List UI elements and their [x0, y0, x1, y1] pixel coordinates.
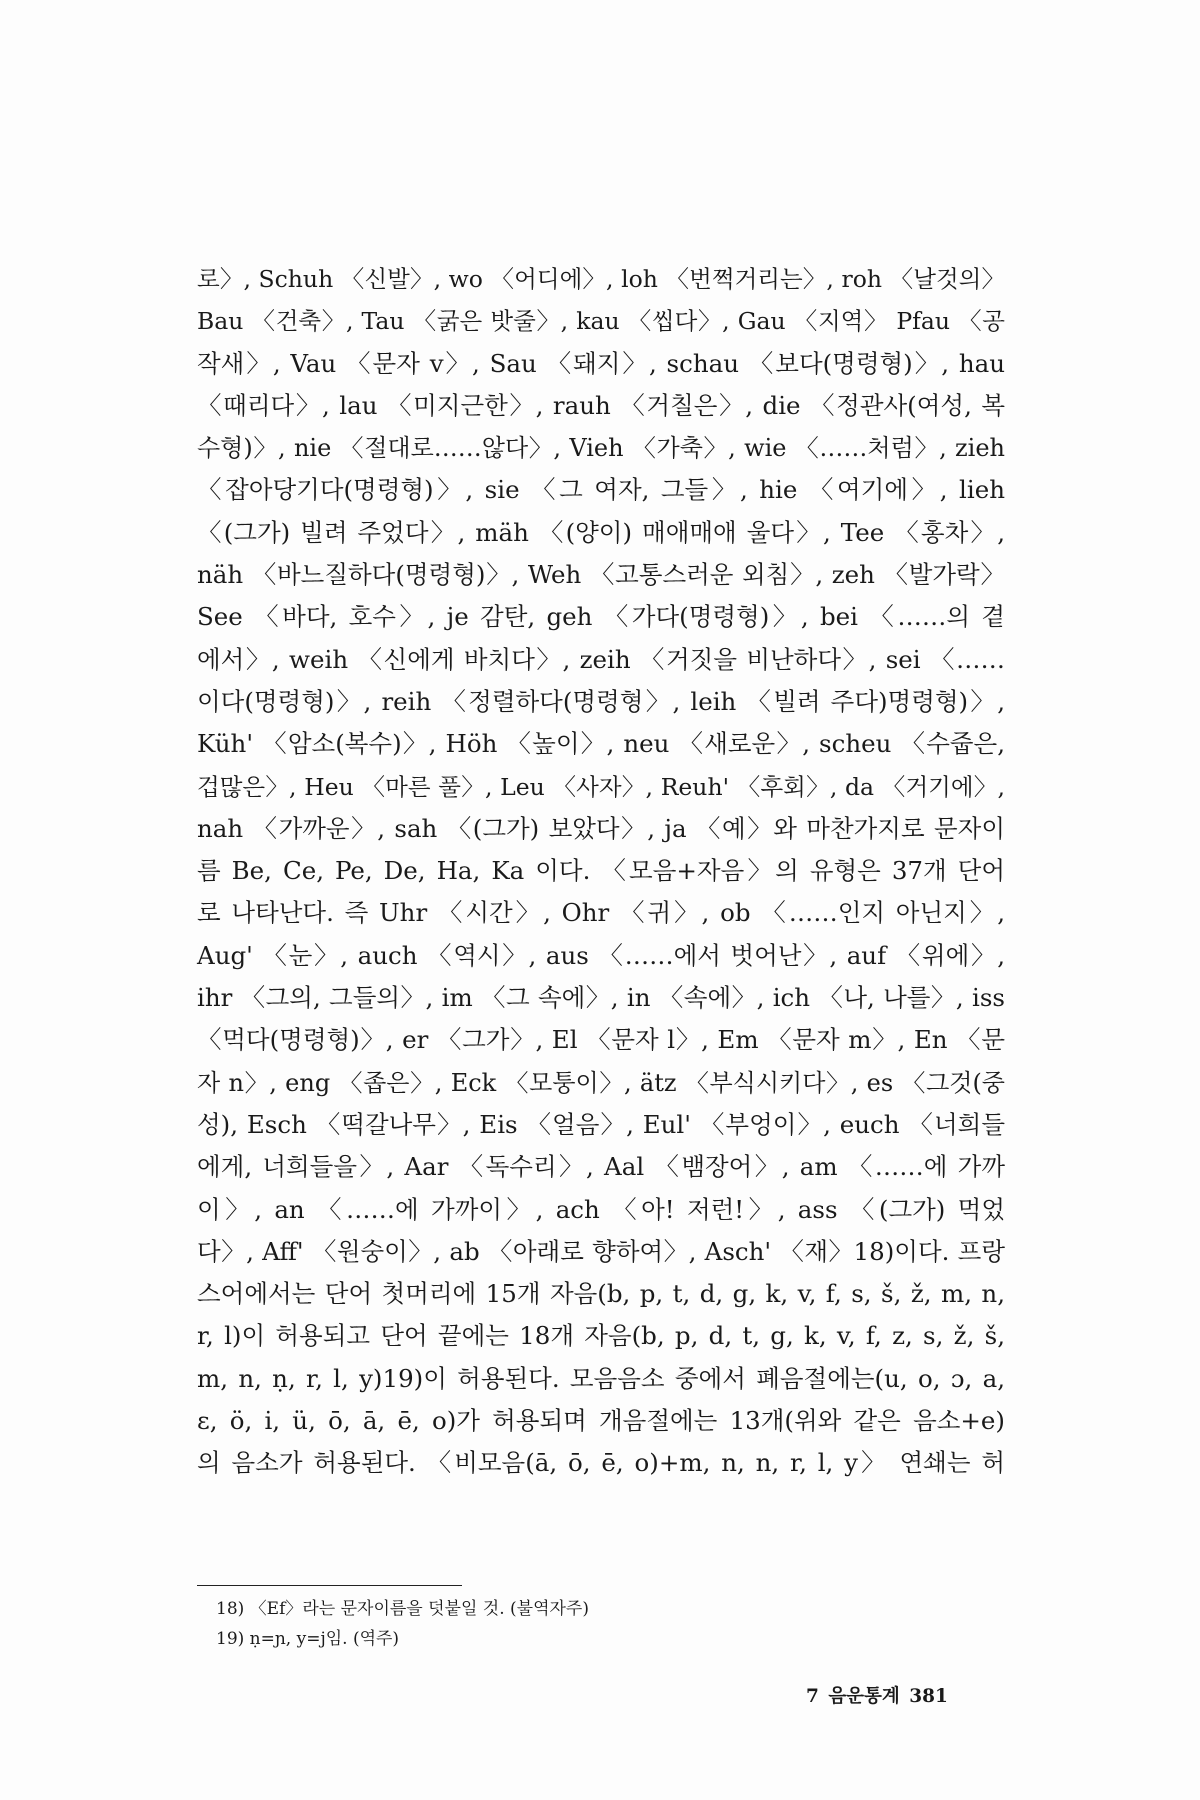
text-line: 이〉, an 〈……에 가까이〉, ach 〈아! 저런!〉, ass 〈(그가) 먹었	[197, 1194, 1005, 1224]
footnotes	[216, 1594, 916, 1654]
text-line: 로 나타난다. 즉 Uhr 〈시간〉, Ohr 〈귀〉, ob 〈……인지 아닌지〉,	[197, 898, 1005, 928]
text-line: 〈먹다(명령형)〉, er 〈그가〉, El 〈문자 l〉, Em 〈문자 m〉, En 〈문	[197, 1025, 1005, 1055]
text-line: 에서〉, weih 〈신에게 바치다〉, zeih 〈거짓을 비난하다〉, sei 〈……	[197, 644, 1005, 674]
text-line: m, n, ṇ, r, l, y)19)이 허용된다. 모음음소 중에서 폐음절에는(u, o, ɔ, a,	[197, 1363, 1005, 1393]
text-line: 의 음소가 허용된다. 〈비모음(ā, ō, ē, o)+m, n, n, r, l, y〉 연쇄는 허	[197, 1448, 1005, 1478]
text-line: 작새〉, Vau 〈문자 v〉, Sau 〈돼지〉, schau 〈보다(명령형)〉, hau	[197, 348, 1005, 378]
footnote-19: 19) ṇ=ɲ, y=j임. (역주)	[216, 1629, 400, 1649]
text-line: 자 n〉, eng 〈좁은〉, Eck 〈모퉁이〉, ätz 〈부식시키다〉, es 〈그것(중	[197, 1068, 1005, 1097]
page-number: 381	[909, 1686, 948, 1707]
text-line: 〈(그가) 빌려 주었다〉, mäh 〈(양이) 매애매애 울다〉, Tee 〈홍차〉,	[197, 517, 1005, 547]
footnote-divider	[197, 1585, 462, 1586]
text-line: 에게, 너희들을〉, Aar 〈독수리〉, Aal 〈뱀장어〉, am 〈……에 가까	[197, 1152, 1005, 1182]
text-line: 로〉, Schuh 〈신발〉, wo 〈어디에〉, loh 〈번쩍거리는〉, roh 〈날것의〉	[197, 265, 1005, 293]
text-line: r, l)이 허용되고 단어 끝에는 18개 자음(b, p, d, t, g, k, v, f, z, s, ž, š,	[197, 1321, 1005, 1351]
chapter-title: 7 음운통계	[806, 1686, 900, 1707]
text-line: See 〈바다, 호수〉, je 감탄, geh 〈가다(명령형)〉, bei 〈……의 곁	[197, 602, 1005, 632]
text-line: ihr 〈그의, 그들의〉, im 〈그 속에〉, in 〈속에〉, ich 〈나, 나를〉, iss	[197, 983, 1005, 1013]
text-line: Küh' 〈암소(복수)〉, Höh 〈높이〉, neu 〈새로운〉, scheu 〈수줍은,	[197, 729, 1005, 759]
text-line: 성), Esch 〈떡갈나무〉, Eis 〈얼음〉, Eul' 〈부엉이〉, euch 〈너희들	[197, 1109, 1005, 1139]
text-line: 다〉, Aff' 〈원숭이〉, ab 〈아래로 향하여〉, Asch' 〈재〉18)이다. 프랑	[197, 1236, 1005, 1266]
text-line: näh 〈바느질하다(명령형)〉, Weh 〈고통스러운 외침〉, zeh 〈발가락〉	[197, 560, 1005, 590]
text-line: ɛ, ö, i, ü, ō, ā, ē, o)가 허용되며 개음절에는 13개(위와 같은 음소+e)	[197, 1406, 1005, 1436]
text-line: 〈때리다〉, lau 〈미지근한〉, rauh 〈거칠은〉, die 〈정관사(여성, 복	[197, 390, 1005, 420]
text-line: Bau 〈건축〉, Tau 〈굵은 밧줄〉, kau 〈씹다〉, Gau 〈지역〉 Pfau 〈공	[197, 307, 1005, 336]
footnote-18: 18) 〈Ef〉라는 문자이름을 덧붙일 것. (불역자주)	[216, 1599, 589, 1619]
page-footer	[806, 1682, 948, 1708]
text-line: nah 〈가까운〉, sah 〈(그가) 보았다〉, ja 〈예〉와 마찬가지로 문자이	[197, 813, 1005, 843]
text-line: Aug' 〈눈〉, auch 〈역시〉, aus 〈……에서 벗어난〉, auf 〈위에〉,	[197, 940, 1005, 970]
text-line: 름 Be, Ce, Pe, De, Ha, Ka 이다. 〈모음+자음〉의 유형은 37개 단어	[197, 856, 1005, 886]
text-line: 〈잡아당기다(명령형)〉, sie 〈그 여자, 그들〉, hie 〈여기에〉, lieh	[197, 475, 1005, 505]
body-text	[197, 258, 1005, 1485]
text-line: 스어에서는 단어 첫머리에 15개 자음(b, p, t, d, g, k, v, f, s, š, ž, m, n,	[197, 1279, 1005, 1309]
text-line: 수형)〉, nie 〈절대로……않다〉, Vieh 〈가축〉, wie 〈……처럼〉, zieh	[197, 434, 1005, 463]
text-line: 이다(명령형)〉, reih 〈정렬하다(명령형〉, leih 〈빌려 주다)명령형)〉,	[197, 686, 1005, 716]
text-line: 겁많은〉, Heu 〈마른 풀〉, Leu 〈사자〉, Reuh' 〈후회〉, da 〈거기에〉,	[197, 772, 1005, 801]
